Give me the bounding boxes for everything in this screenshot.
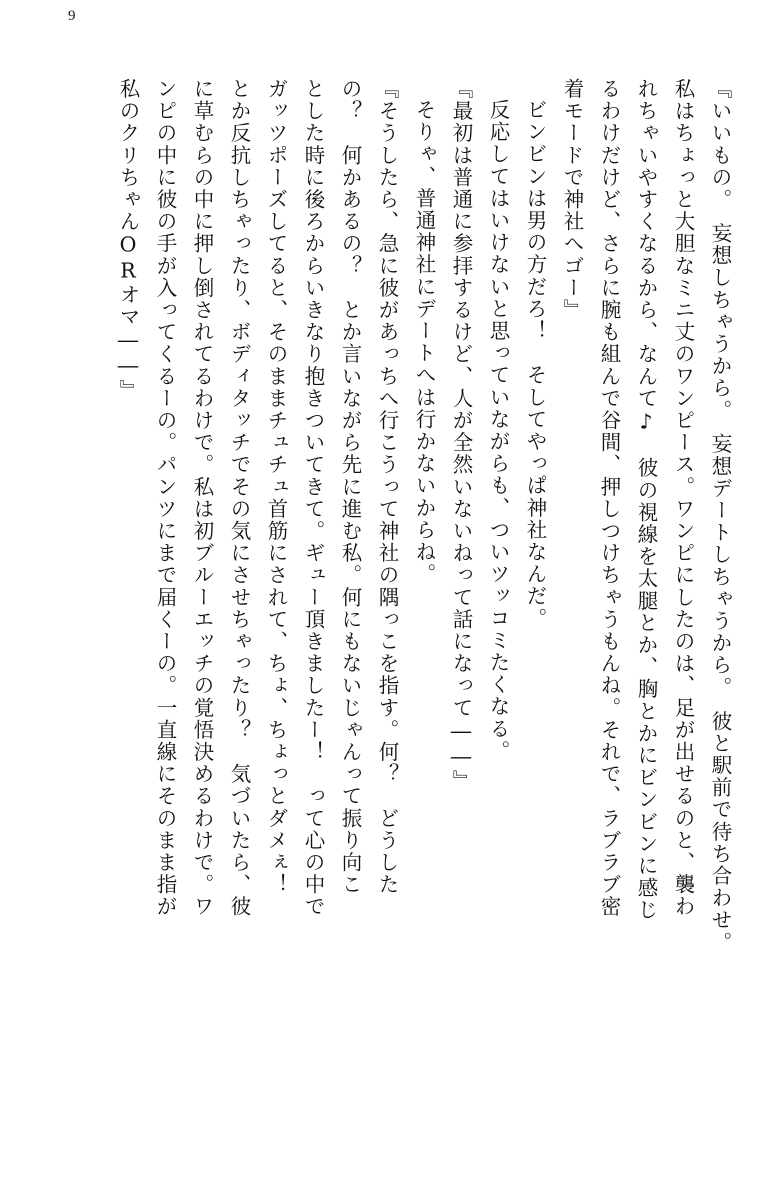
text-line: ビンビンは男の方だろ！ そしてやっぱ神社なんだ。 [523, 99, 547, 630]
text-line: 反応してはいけないと思っていながらも、ついツッコミたくなる。 [486, 99, 510, 762]
text-line: 『最初は普通に参拝するけど、人が全然いないねって話になって――』 [449, 78, 473, 793]
vertical-text-body [34, 78, 738, 1168]
text-line: ンピの中に彼の手が入ってくるーの。パンツにまで届くーの。一直線にそのまま指が [153, 78, 177, 918]
page-number: 9 [68, 8, 76, 24]
text-line: の？ 何かあるの？ とか言いながら先に進む私。何にもないじゃんって振り向こ [338, 78, 362, 896]
text-line: れちゃいやすくなるから、なんて♪ 彼の視線を太腿とか、胸とかにビンビンに感じ [634, 78, 658, 922]
text-line: そりゃ、普通神社にデートへは行かないからね。 [412, 99, 436, 586]
text-line: とした時に後ろからいきなり抱きついてきて。ギュー頂きましたー！ って心の中で [301, 78, 325, 918]
text-line: に草むらの中に押し倒されてるわけで。私は初ブルーエッチの覚悟決めるわけで。ワ [190, 78, 214, 918]
text-line: 『いいもの。 妄想しちゃうから。 妄想デートしちゃうから。 彼と駅前で待ち合わせ。 [708, 78, 732, 954]
text-line: 『そうしたら、急に彼があっちへ行こうって神社の隅っこを指す。何？ どうした [375, 78, 399, 896]
text-line: 着モードで神社へゴー』 [560, 78, 584, 322]
text-line: 私はちょっと大胆なミニ丈のワンピース。ワンピにしたのは、足が出せるのと、襲わ [671, 78, 695, 918]
text-line: るわけだけど、さらに腕も組んで谷間、押しつけちゃうもんね。それで、ラブラブ密 [597, 78, 621, 918]
text-line: ガッツポーズしてると、そのままチュチュ首筋にされて、ちょ、ちょっとダメぇ！ [264, 78, 288, 896]
text-line: 私のクリちゃんORオマ――』 [116, 78, 140, 402]
text-line: とか反抗しちゃったり、ボディタッチでその気にさせちゃったり？ 気づいたら、彼 [227, 78, 251, 918]
